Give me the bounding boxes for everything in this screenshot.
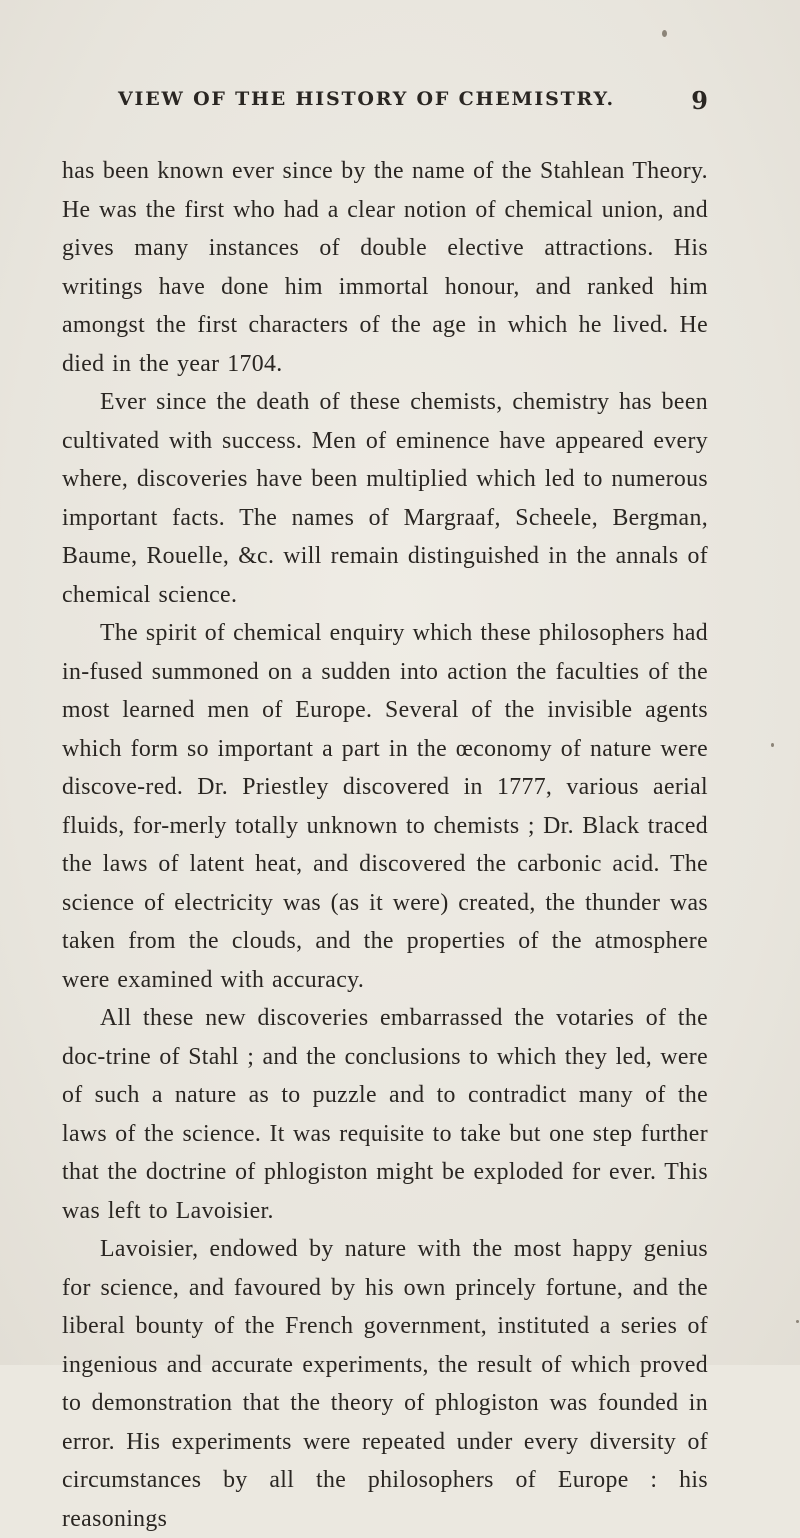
running-title: VIEW OF THE HISTORY OF CHEMISTRY. [118,88,615,110]
page-number: 9 [691,86,708,115]
body-text [62,152,708,1538]
paragraph-new-discoveries: All these new discoveries embarrassed the votaries of the doc-trine of Stahl ; and the conclusions to which they led, were of such a nature as to puzzle and to contradict many of the laws of the science. It was requisite to take but one step further that the doctrine of phlogiston might be exploded for ever. This was left to Lavoisier. [62,1005,708,1224]
paragraph-lavoisier: Lavoisier, endowed by nature with the most happy genius for science, and favoured by his own princely fortune, and the liberal bounty of the French government, instituted a series of ingenious and accurate experiments, the result of which proved to demonstration that the theory of phlogiston was founded in error. His experiments were repeated under every diversity of circumstances by all the philosophers of Europe : his reasonings [62,1236,708,1532]
running-head [118,88,708,122]
ink-speck [771,743,774,747]
paragraph-stahlean-theory: has been known ever since by the name of the Stahlean Theory. He was the first who had a clear notion of chemical union, and gives many instances of double elective attractions. His writings have done him immortal honour, and ranked him amongst the first characters of the age in which he lived. He died in the year 1704. [62,158,708,377]
ink-speck [662,30,667,37]
paragraph-chemists-success: Ever since the death of these chemists, chemistry has been cultivated with success. Men of eminence have appeared every where, discoveries have been multiplied which led to numerous important facts. The names of Margraaf, Scheele, Bergman, Baume, Rouelle, &c. will remain distinguished in the annals of chemical science. [62,389,708,608]
ink-speck [796,1320,799,1323]
paragraph-spirit-of-enquiry: The spirit of chemical enquiry which these philosophers had in-fused summoned on a sudden into action the faculties of the most learned men of Europe. Several of the invisible agents which form so important a part in the œconomy of nature were discove-red. Dr. Priestley discovered in 1777, various aerial fluids, for-merly totally unknown to chemists ; Dr. Black traced the laws of latent heat, and discovered the carbonic acid. The science of electricity was (as it were) created, the thunder was taken from the clouds, and the properties of the atmosphere were examined with accuracy. [62,620,708,993]
